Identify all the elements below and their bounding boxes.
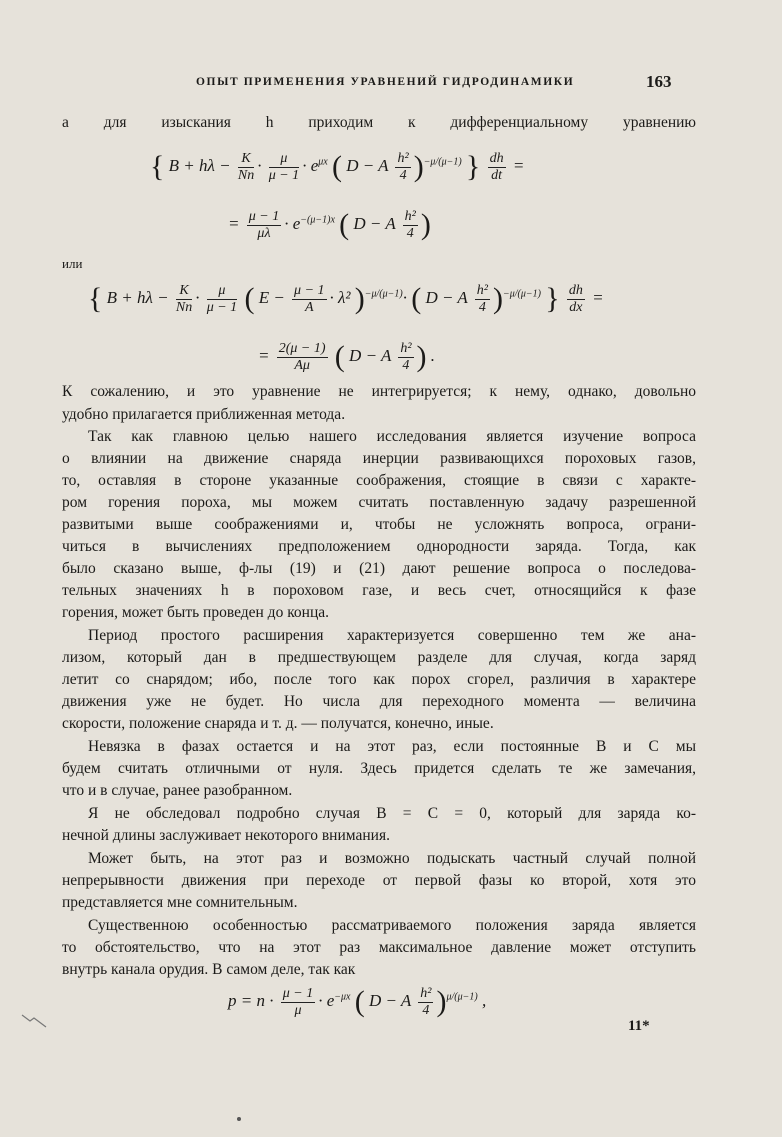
formula-3: p = n · $\frac{\mu - 1}{\mu}$ · $e^{-\mu x}$ ( D − A $\frac{\text{h²}}{4}$ )$^{\mu/(\mu-1)}$ ,: [228, 985, 487, 1018]
text-line: горения, может быть проведен до конца.: [62, 604, 330, 621]
text-line: нечной длины заслуживает некоторого внимания.: [62, 827, 390, 844]
running-title: ОПЫТ ПРИМЕНЕНИЯ УРАВНЕНИЙ ГИДРОДИНАМИКИ: [196, 76, 575, 88]
text-line: летит со снарядом; ибо, после того как порох сгорел, различия в характере: [62, 671, 696, 688]
text-line: а для изыскания h приходим к дифференциальному уравнению: [62, 114, 696, 131]
text-line: или: [62, 256, 83, 271]
signature-mark: 11*: [628, 1018, 650, 1034]
text-line: представляется мне сомнительным.: [62, 894, 298, 911]
formula-1b: = $\frac{\mu - 1}{\mu\lambda}$ · $e^{-(\mu-1)x}$ ( D − A $\frac{\text{h²}}{4}$ ): [228, 208, 431, 241]
text-line: Так как главною целью нашего исследования является изучение вопроса: [88, 428, 696, 445]
text-line: Может быть, на этот раз и возможно подыскать частный случай полной: [88, 850, 696, 867]
formula-2a: { B + hλ − $\frac{K}{Nn}$ · $\frac{\mu}{\mu - 1}$ ( E − $\frac{\mu - 1}{A}$ · λ² )$^{-\mu/(\mu-1)}$· ( D − A $\frac{\text{h²}}{4}$ )$^{-\mu/(\mu-1)}$ } $\frac{dh}{dx}$ =: [88, 282, 604, 315]
text-line: внутрь канала орудия. В самом деле, так как: [62, 961, 356, 978]
speck: [237, 1117, 241, 1121]
text-line: то, оставляя в стороне указанные соображения, стоящие в связи с характе-: [62, 472, 696, 489]
text-line: скорости, положение снаряда и т. д. — получатся, конечно, иные.: [62, 715, 494, 732]
text-line: Период простого расширения характеризуется совершенно тем же ана-: [88, 627, 696, 644]
text-line: читься в вычислениях предположением однородности заряда. Тогда, как: [62, 538, 696, 555]
text-line: Я не обследовал подробно случая B = C = 0, который для заряда ко-: [88, 805, 696, 822]
text-line: движения уже не будет. Но числа для переходного момента — величина: [62, 693, 696, 710]
text-line: К сожалению, и это уравнение не интегрируется; к нему, однако, довольно: [62, 383, 696, 400]
text-line: было сказано выше, ф-лы (19) и (21) дают решение вопроса о последова-: [62, 560, 696, 577]
text-line: ром горения пороха, мы можем считать поставленную задачу разрешенной: [62, 494, 696, 511]
text-line: что и в случае, ранее разобранном.: [62, 782, 293, 799]
text-line: то обстоятельство, что на этот раз максимальное давление может отступить: [62, 939, 696, 956]
pencil-mark: [20, 1013, 48, 1029]
text-line: будем считать отличными от нуля. Здесь придется сделать те же замечания,: [62, 760, 696, 777]
page-number: 163: [646, 72, 672, 91]
text-line: о влиянии на движение снаряда инерции развивающихся пороховых газов,: [62, 450, 696, 467]
formula-1a: { B + hλ − $\frac{K}{Nn}$ · $\frac{\mu}{\mu - 1}$ · $e^{\mu x}$ ( D − A $\frac{\text{h²}}{4}$ )$^{-\mu/(\mu-1)}$ } $\frac{dh}{dt}$ =: [150, 150, 525, 183]
text-line: удобно прилагается приближенная метода.: [62, 406, 346, 423]
text-line: Невязка в фазах остается и на этот раз, если постоянные B и C мы: [88, 738, 696, 755]
text-line: непрерывности движения при переходе от первой фазы ко второй, хотя это: [62, 872, 696, 889]
text-line: тельных значениях h в пороховом газе, и весь счет, относящийся к фазе: [62, 582, 696, 599]
text-line: лизом, который дан в предшествующем разделе для случая, когда заряд: [62, 649, 696, 666]
text-line: Существенною особенностью рассматриваемого положения заряда является: [88, 917, 696, 934]
formula-2b: = $\frac{2(\mu - 1)}{A\mu}$ ( D − A $\frac{\text{h²}}{4}$ ) .: [258, 340, 436, 373]
text-line: развитыми выше соображениями и, чтобы не усложнять вопроса, ограни-: [62, 516, 696, 533]
